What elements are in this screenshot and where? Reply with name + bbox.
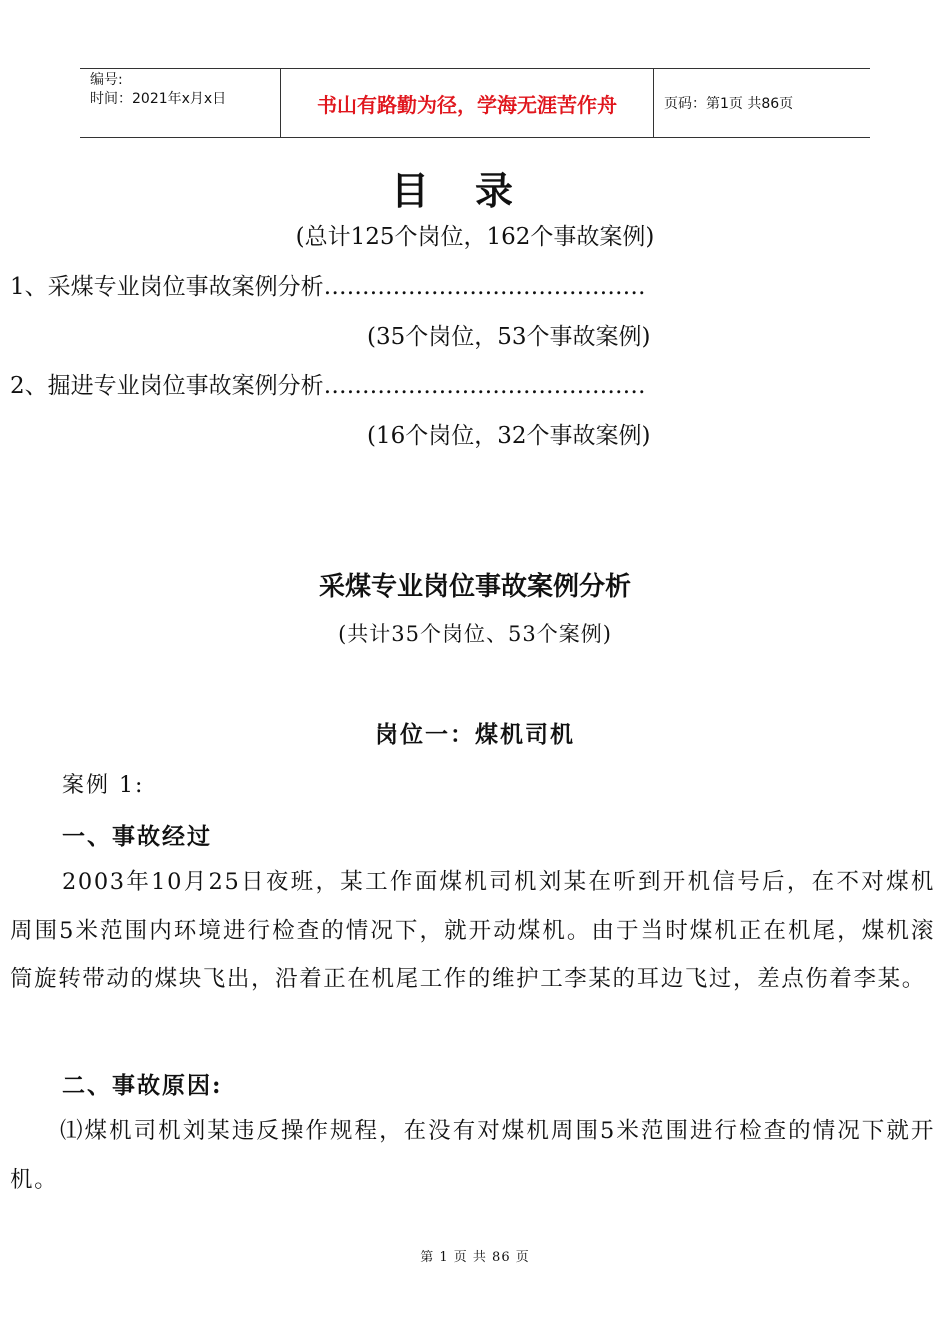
- part2-text: ⑴煤机司机刘某违反操作规程，在没有对煤机周围5米范围进行检查的情况下就开机。: [10, 1118, 935, 1193]
- page-footer: 第 1 页 共 86 页: [420, 1250, 530, 1265]
- toc-item-1-detail: (35个岗位，53个事故案例): [367, 324, 651, 350]
- toc-item-2[interactable]: 2、掘进专业岗位事故案例分析……………………………………: [10, 373, 646, 399]
- part1-text: 2003年10月25日夜班，某工作面煤机司机刘某在听到开机信号后，在不对煤机周围5米范围内环境进行检查的情况下，就开动煤机。由于当时煤机正在机尾，煤机滚筒旋转带动的煤块飞出，沿着正在机尾工作的维护工李某的耳边飞过，差点伤着李某。: [10, 869, 935, 992]
- header-meta: [80, 69, 281, 137]
- post-title: 岗位一：煤机司机: [375, 721, 575, 748]
- toc-item-2-detail: (16个岗位，32个事故案例): [367, 423, 651, 449]
- header-page-info: 页码：第1页 共86页: [664, 96, 794, 112]
- code-label: 编号:: [90, 72, 123, 88]
- toc-title: 目录: [390, 169, 559, 213]
- page-header: [80, 68, 870, 138]
- part1-heading: 一、事故经过: [62, 823, 212, 850]
- section-summary: (共计35个岗位、53个案例): [338, 622, 612, 646]
- case-label: 案例 1:: [62, 773, 145, 798]
- part2-heading: 二、事故原因:: [62, 1072, 223, 1099]
- section-title: 采煤专业岗位事故案例分析: [318, 572, 631, 602]
- time-label: 时间：2021年x月x日: [90, 91, 227, 107]
- toc-item-1[interactable]: 1、采煤专业岗位事故案例分析……………………………………: [10, 274, 646, 300]
- toc-summary: (总计125个岗位，162个事故案例): [295, 224, 655, 250]
- header-motto: 书山有路勤为径，学海无涯苦作舟: [281, 69, 654, 137]
